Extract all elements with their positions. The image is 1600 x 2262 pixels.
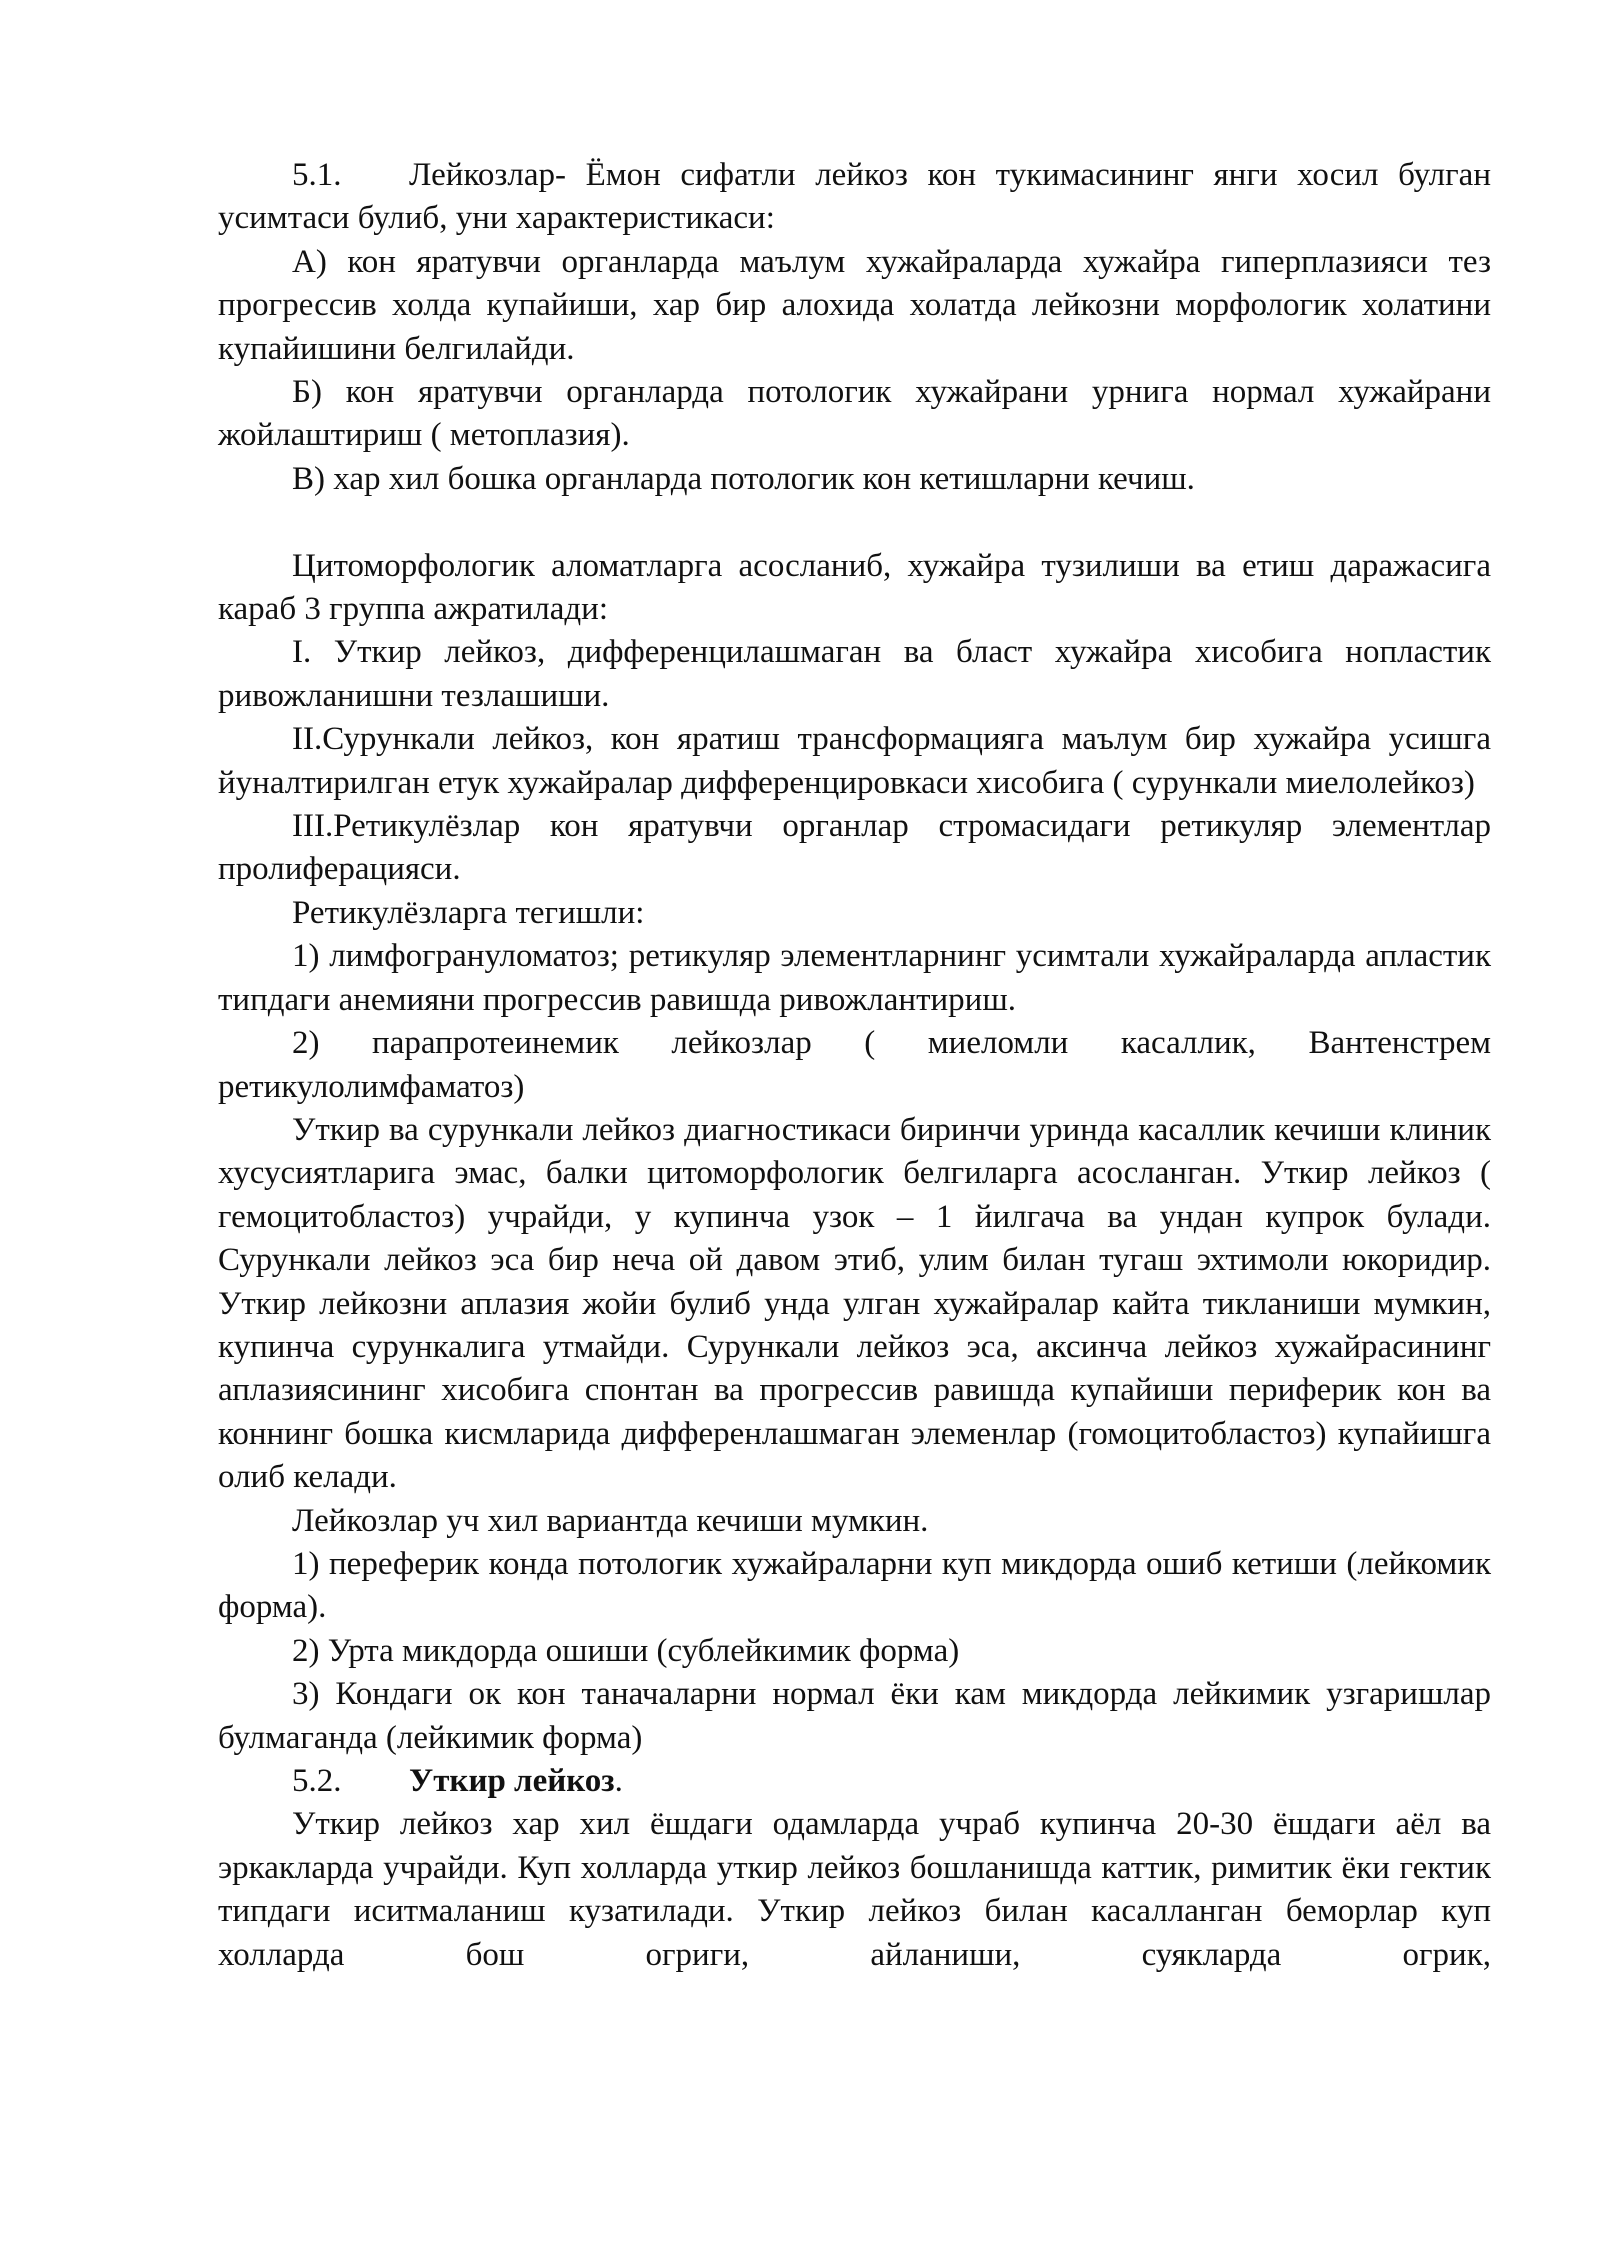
paragraph-reticuloses-1: 1) лимфогрануломатоз; ретикуляр элементларнинг усимтали хужайраларда апластик типдаги анемияни прогрессив равишда ривожлантириш. bbox=[218, 938, 1491, 1018]
paragraph-variant-1: 1) переферик конда потологик хужайраларни куп микдорда ошиб кетиши (лейкомик форма). bbox=[218, 1545, 1491, 1626]
section-heading-text: Лейкозлар- Ёмон сифатли лейкоз кон тукимасининг янги хосил булган усимтаси булиб, уни характеристикаси: bbox=[218, 157, 1491, 237]
section-title-tail: . bbox=[614, 1763, 623, 1800]
paragraph-diagnostics: Уткир ва сурункали лейкоз диагностикаси биринчи уринда касаллик кечиши клиник хусусиятларига эмас, балки цитоморфологик белгиларга асосланган. Уткир лейкоз ( гемоцитобластоз) учрайди, у купинча узок – 1 йилгача ва ундан купрок булади. Сурункали лейкоз эса бир неча ой давом этиб, улим билан тугаш эхтимоли юкоридир. Уткир лейкозни аплазия жойи булиб унда улган хужайралар кайта тикланиши мумкин, купинча сурункалига утмайди. Сурункали лейкоз эса, аксинча лейкоз хужайрасининг аплазиясининг хисобига спонтан ва прогрессив равишда купайиши периферик кон ва коннинг бошка кисмларида дифференлашмаган элеменлар (гомоцитобластоз) купайишга олиб келади. bbox=[218, 1111, 1491, 1496]
section-5-1-paragraph bbox=[218, 154, 1491, 241]
paragraph-a: А) кон яратувчи органларда маълум хужайраларда хужайра гиперплазияси тез прогрессив холда купайиши, хар бир алохида холатда лейкозни морфологик холатини купайишини белгилайди. bbox=[218, 243, 1491, 367]
paragraph-variants: Лейкозлар уч хил вариантда кечиши мумкин. bbox=[292, 1502, 929, 1539]
section-title bbox=[409, 1760, 623, 1803]
paragraph-cytomorphology: Цитоморфологик аломатларга асосланиб, хужайра тузилиши ва етиш даражасига караб 3 группа ажратилади: bbox=[218, 547, 1491, 628]
section-number: 5.1. bbox=[292, 157, 342, 193]
section-5-2-heading bbox=[218, 1760, 1491, 1803]
document-page bbox=[218, 154, 1491, 1977]
section-title-text: Уткир лейкоз bbox=[409, 1763, 615, 1800]
paragraph-reticuloses: Ретикулёзларга тегишли: bbox=[292, 894, 645, 931]
paragraph-group-1: I. Уткир лейкоз, дифференцилашмаган ва бласт хужайра хисобига нопластик ривожланишни тезлашиши. bbox=[218, 634, 1491, 714]
paragraph-variant-2: 2) Урта микдорда ошиши (сублейкимик форма) bbox=[292, 1632, 960, 1669]
paragraph-b: Б) кон яратувчи органларда потологик хужайрани урнига нормал хужайрани жойлаштириш ( метоплазия). bbox=[218, 374, 1491, 454]
section-number: 5.2. bbox=[292, 1763, 342, 1800]
paragraph-acute-leukosis: Уткир лейкоз хар хил ёшдаги одамларда учраб купинча 20-30 ёшдаги аёл ва эркакларда учрайди. Куп холларда уткир лейкоз бошланишда каттик, римитик ёки гектик типдаги иситмаланиш кузатилади. Уткир лейкоз билан касалланган беморлар куп холларда бош огриги, айланиши, суякларда огрик, bbox=[218, 1806, 1491, 1973]
paragraph-variant-3: 3) Кондаги ок кон таначаларни нормал ёки кам микдорда лейкимик узгаришлар булмаганда (лейкимик форма) bbox=[218, 1676, 1491, 1756]
paragraph-reticuloses-2: 2) парапротеинемик лейкозлар ( миеломли касаллик, Вантенстрем ретикулолимфаматоз) bbox=[218, 1025, 1491, 1105]
paragraph-group-3: III.Ретикулёзлар кон яратувчи органлар стромасидаги ретикуляр элементлар пролиферацияси. bbox=[218, 808, 1491, 888]
paragraph-v: В) хар хил бошка органларда потологик кон кетишларни кечиш. bbox=[292, 460, 1195, 497]
blank-line bbox=[218, 501, 1491, 544]
paragraph-group-2: II.Сурункали лейкоз, кон яратиш трансформацияга маълум бир хужайра усишга йуналтирилган етук хужайралар дифференцировкаси хисобига ( сурункали миелолейкоз) bbox=[218, 721, 1491, 801]
